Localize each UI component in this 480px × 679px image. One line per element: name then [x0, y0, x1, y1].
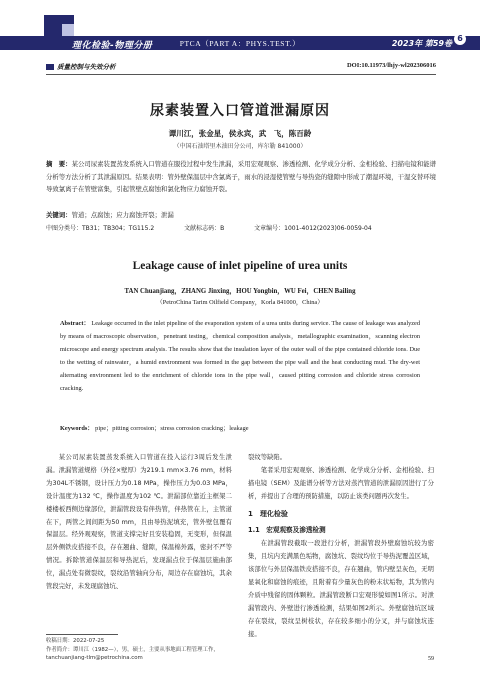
intro-continuation: 裂纹等缺陷。 [248, 454, 287, 461]
journal-name: PTCA（PART A：PHYS.TEST.） [179, 39, 301, 48]
cn-keywords-label: 关键词： [46, 211, 72, 219]
journal-brand: 理化检验-物理分册 [72, 41, 153, 51]
cn-authors: 谭川江，张金星，侯永宾，武 飞，陈百龄 [168, 129, 312, 138]
column-marker-icon [46, 64, 54, 70]
section-heading: 1 理化检验 [248, 509, 288, 518]
doc-code: 文献标志码：B [184, 225, 225, 232]
en-title: Leakage cause of inlet pipeline of urea units [132, 260, 348, 272]
cn-abstract [46, 158, 436, 196]
cn-abstract-label: 摘 要： [46, 160, 72, 168]
en-keywords-text: pipe；pitting corrosion；stress corrosion cracking；leakage [95, 425, 249, 432]
article-number: 文章编号：1001-4012(2023)06-0059-04 [254, 225, 372, 232]
subheader [46, 62, 436, 74]
received-date: 收稿日期：2022-07-25 [46, 638, 105, 644]
footnote [46, 637, 232, 663]
journal-logo-accent [62, 24, 74, 36]
en-keywords [60, 423, 420, 432]
method-paragraph: 笔者采用宏观观察、渗透检测、化学成分分析、金相检验、扫描电镜（SEM）及能谱分析等方法对蒸汽管道的泄漏原因进行了分析，并提出了合理的预防措施，以防止该类问题再次发生。 [248, 466, 434, 500]
clc-number: 中图分类号：TB31；TB304；TG115.2 [46, 225, 155, 232]
cn-abstract-text: 某公司尿素装置蒸发系统入口管道在服役过程中发生泄漏，采用宏观观察、渗透检测、化学成分分析、金相检验、扫描电镜和能谱分析等方法分析了其泄漏原因。结果表明：管外壁保温层中含氯离子，雨水的浸湿使管壁与导热瓷的缝隙中形成了潮湿环境，干湿交替环境导致氯离子在管壁富集，引起管壁点腐蚀和氯化物应力腐蚀开裂。 [46, 160, 437, 194]
author-bio: 作者简介：谭川江（1982—），男，硕士，主要从事地面工程管理工作，tanchuanjiang-tlm@petrochina.com [46, 646, 219, 661]
footnote-divider [46, 634, 118, 635]
cn-title: 尿素装置入口管道泄漏原因 [150, 103, 330, 119]
page-number: 59 [428, 656, 434, 662]
issue-label: 2023年 第59卷 [391, 39, 452, 48]
body-right-column [248, 452, 434, 642]
issue-number-badge: 6 [454, 33, 466, 45]
doi: DOI:10.11973/lhjy-wl202306016 [346, 62, 436, 69]
body-left-column [46, 452, 232, 594]
en-abstract-text: Leakage occurred in the inlet pipeline of the evaporation system of a urea units during service. The cause of leakage was analyzed by means of macroscopic observation，penetrant testing，chemical composition analysis，metallographic examination，scanning electron microscope and energy spectrum analysis. The results show that the insulation layer of the outer wall of the pipe contained chloride ions. Due to the wetting of rainwater，a humid environment was formed in the gap between the pipe wall and the heat conducting mud. The dry-wet alternating environment led to the enrichment of chloride ions in the pipe wall，caused pitting corrosion and chloride stress corrosion cracking. [60, 320, 420, 392]
subheader-divider [46, 74, 436, 75]
column-tag [46, 62, 116, 71]
intro-paragraph: 某公司尿素装置蒸发系统入口管道在投入运行3周后发生泄漏。泄漏管道规格（外径×壁厚）为219.1 mm×3.76 mm，材料为304L不锈钢，设计压力为0.18 MPa，操作压力为0.03 MPa，设计温度为132 ℃，操作温度为102 ℃。泄漏部位靠近主框架二楼楼板西侧边缘部位，泄漏管段设有伴热管，伴热管在上，主管道在下，两管之间间距为50 mm，且由导热泥填充，管外壁包覆有保温层。经外观观察，管道支撑完好且安装稳固，无变形，但保温层外侧铁皮搭接不良，存在翘曲、缝隙，保温棉外露，密封不严等情况。拆除管道保温层和导热泥后，发现漏点位于保温层施曲部位，漏点处有微裂纹，裂纹沿管轴向分布，周边存在腐蚀坑，其余管段完好，未发现腐蚀坑、 [46, 454, 232, 591]
macro-paragraph: 在泄漏管段截取一段进行分析，泄漏管段外壁腐蚀坑较为密集，且坑内充满黑色垢物，腐蚀坑、裂纹均位于导热泥覆盖区域，该部位与外层保温铁皮搭接不良，存在翘曲，管内壁呈灰色，无明显氧化和腐蚀的痕迹，且附着有少量灰色的粉末状垢物，其为管内介质中残留的固体颗粒。泄漏管段断口宏观形貌如图1所示。对泄漏管段内、外壁进行渗透检测，结果如图2所示。外壁腐蚀坑区域存在裂纹，裂纹呈树枝状，存在较多细小的分叉，并与腐蚀坑连接。 [248, 540, 434, 638]
cn-affiliation: （中国石油塔里木油田分公司，库尔勒 841000） [173, 143, 307, 150]
en-abstract [60, 318, 420, 395]
en-abstract-label: Abstract： [60, 320, 90, 327]
column-tag-text: 质量控制与失效分析 [57, 63, 116, 71]
cn-keywords-text: 管道；点腐蚀；应力腐蚀开裂；泄漏 [71, 211, 174, 219]
cn-classification [46, 223, 436, 232]
subsection-heading: 1.1 宏观观察及渗透检测 [248, 525, 326, 534]
journal-header [0, 0, 480, 56]
en-affiliation: （PetroChina Tarim Oilfield Company，Korla 841000，China） [156, 299, 324, 306]
en-keywords-label: Keywords： [60, 425, 94, 432]
en-authors: TAN Chuanjiang，ZHANG Jinxing，HOU Yongbin，WU Fei，CHEN Bailing [124, 288, 356, 295]
cn-keywords [46, 210, 436, 219]
